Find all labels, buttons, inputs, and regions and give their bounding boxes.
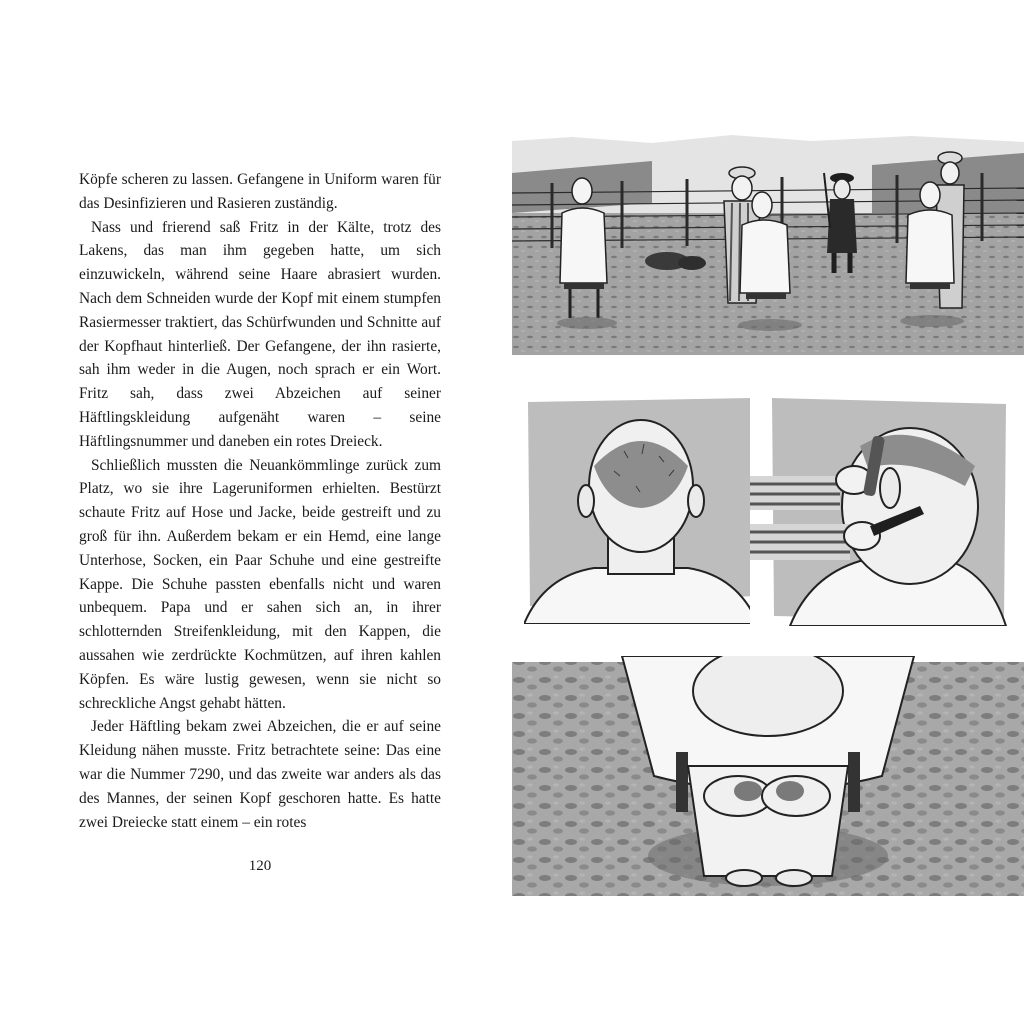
paragraph-3: Schließlich mussten die Neuankömmlinge zurück zum Platz, wo sie ihre Lageruniformen erhielten. Bestürzt schaute Fritz auf Hose und Jacke, beide gestreift und zu groß für ihn. Außerdem bekam er ein Hemd, eine lange Unterhose, Socken, ein Paar Schuhe und eine gestreifte Kappe. Die Schuhe passten ebenfalls nicht und waren unbequem. Papa und er sahen sich an, in ihrer schlotternden Streifenkleidung, mit den Kappen, die aussahen wie zerdrückte Kochmützen, auf ihren kahlen Köpfen. Es wäre lustig gewesen, wenn sie nicht so schreckliche Angst gehabt hätten. [79, 456, 441, 712]
seated-prisoner-illustration [512, 656, 1024, 896]
paragraph-4: Jeder Häftling bekam zwei Abzeichen, die er auf seine Kleidung nähen musste. Fritz betrachtete seine: Das eine war die Nummer 7290, und das zweite war anders als das des Mannes, der seinen Kopf geschoren hatte. Es hatte zwei Dreiecke statt einem – ein rotes [79, 718, 441, 831]
illustration-bottom-panel [512, 656, 1024, 896]
shaved-head-illustration [524, 396, 758, 624]
paragraph-2: Nass und frierend saß Fritz in der Kälte, trotz des Lakens, das man ihm gegeben hatte, um sich einzuwickeln, während seine Haare abrasiert wurden. Nach dem Schneiden wurde der Kopf mit einem stumpfen Rasiermesser traktiert, das Schürfwunden und Schnitte auf der Kopfhaut hinterließ. Der Gefangene, der ihn rasierte, sah ihm weder in die Augen, noch sprach er ein Wort. Fritz sah, dass zwei Abzeichen auf seiner Häftlingskleidung aufgenäht waren – seine Häftlingsnummer und daneben ein rotes Dreieck. [79, 218, 441, 450]
page-number: 120 [248, 858, 272, 874]
book-text-column [79, 168, 441, 834]
illustration-top-panel [512, 133, 1024, 355]
yard-scene-illustration [512, 133, 1024, 355]
illustration-middle-left-panel [524, 396, 758, 624]
razor-closeup-illustration [750, 396, 1010, 626]
illustration-middle-right-panel [750, 396, 1010, 626]
paragraph-1: Köpfe scheren zu lassen. Gefangene in Uniform waren für das Desinfizieren und Rasieren zuständig. [79, 171, 441, 212]
